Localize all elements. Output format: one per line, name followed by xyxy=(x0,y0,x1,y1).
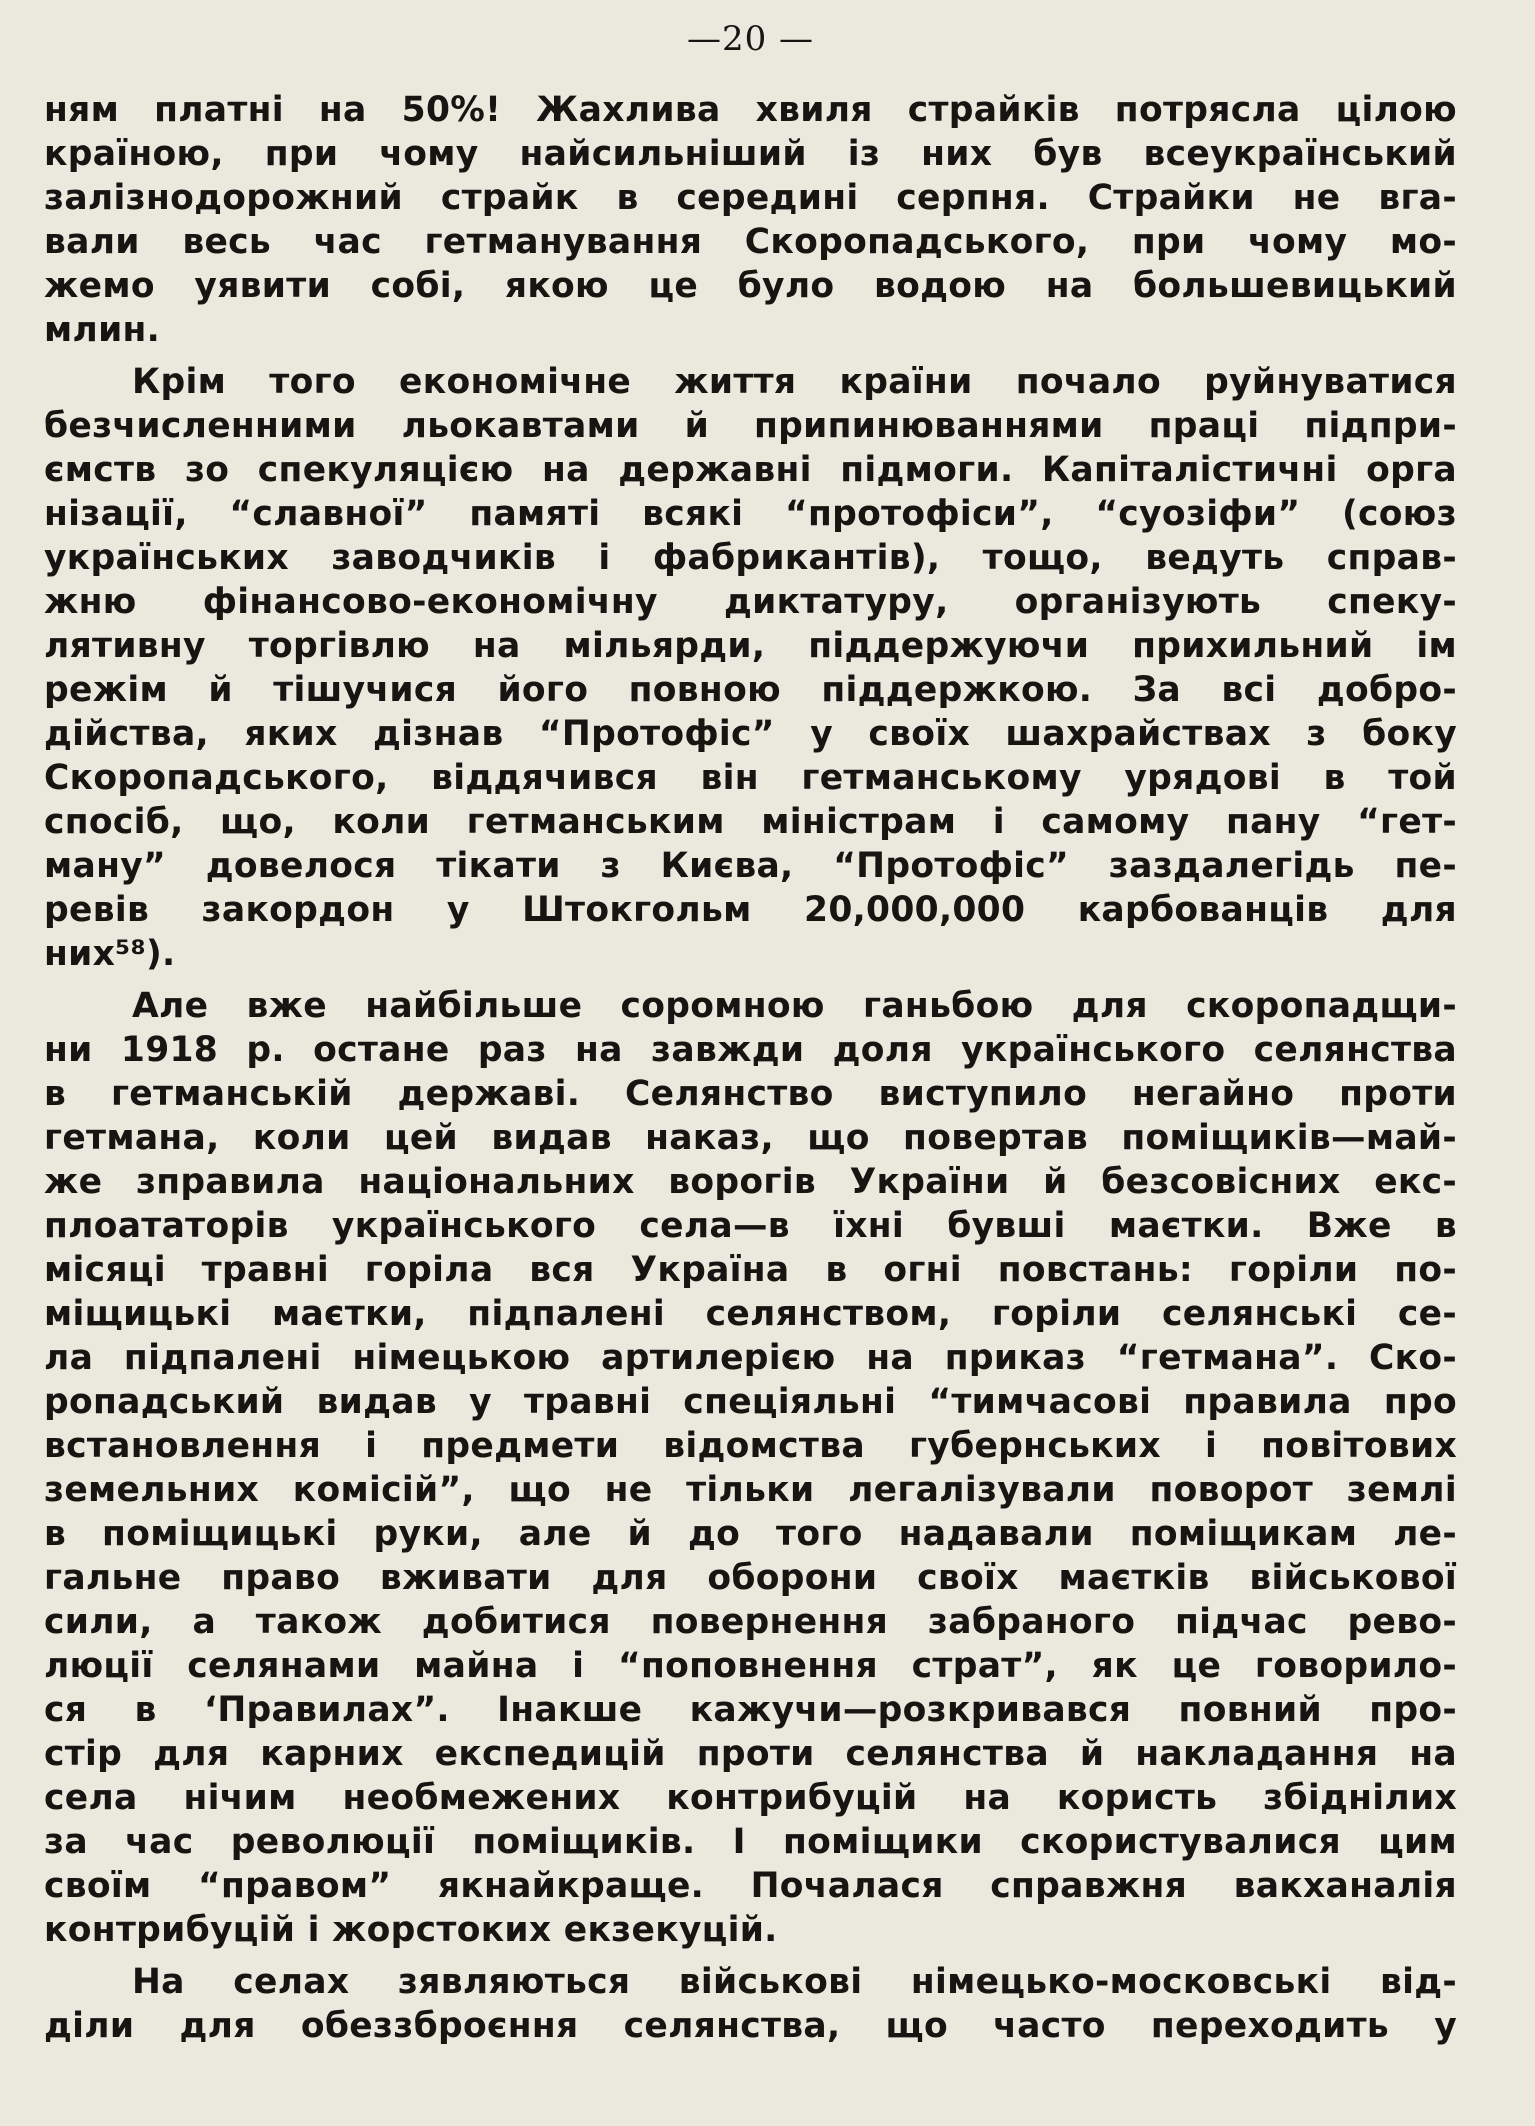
text-line: залізнодорожний страйк в середині серпня. Страйки не вга- xyxy=(44,178,1457,218)
text-line: ревів закордон у Штокгольм 20,000,000 карбованців для xyxy=(44,890,1457,930)
text-line: ману” довелося тікати з Києва, “Протофіс” заздалегідь пе- xyxy=(44,846,1457,886)
text-line: земельних комісій”, що не тільки легалізували поворот землі xyxy=(44,1470,1457,1510)
text-line: На селах зявляються військові німецько-московські від- xyxy=(132,1962,1457,2002)
text-line: вали весь час гетманування Скоропадського, при чому мо- xyxy=(44,222,1457,262)
page-number: —20 — xyxy=(686,19,815,59)
text-line: нізації, “славної” памяті всякі “протофіси”, “суозіфи” (союз xyxy=(44,494,1457,534)
text-line: спосіб, що, коли гетманським міністрам і самому пану “гет- xyxy=(44,802,1457,842)
text-line: Скоропадського, віддячився він гетманському урядові в той xyxy=(44,758,1457,798)
text-line: ємств зо спекуляцією на державні підмоги. Капіталістичні орга xyxy=(44,450,1457,490)
text-line: жемо уявити собі, якою це було водою на большевицький xyxy=(44,266,1457,306)
text-line: же зправила національних ворогів України й безсовісних екс- xyxy=(44,1162,1457,1202)
paragraph xyxy=(44,360,1457,976)
paragraph xyxy=(44,1960,1457,2048)
text-line: місяці травні горіла вся Україна в огні повстань: горіли по- xyxy=(44,1250,1457,1290)
text-line: своїм “правом” якнайкраще. Почалася справжня вакханалія xyxy=(44,1866,1457,1906)
text-line: стір для карних експедицій проти селянства й накладання на xyxy=(44,1734,1457,1774)
text-line: плоататорів українського села—в їхні бувші маєтки. Вже в xyxy=(44,1206,1457,1246)
text-line: ропадський видав у травні спеціяльні “тимчасові правила про xyxy=(44,1382,1457,1422)
text-line: ла підпалені німецькою артилерією на приказ “гетмана”. Ско- xyxy=(44,1338,1457,1378)
text-line: в гетманській державі. Селянство виступило негайно проти xyxy=(44,1074,1457,1114)
text-line: діли для обеззброєння селянства, що часто переходить у xyxy=(44,2006,1457,2046)
text-line: них⁵⁸). xyxy=(44,934,176,974)
text-line: млин. xyxy=(44,310,161,350)
text-line: Крім того економічне життя країни почало руйнуватися xyxy=(132,362,1457,402)
text-line: ням платні на 50%! Жахлива хвиля страйків потрясла цілою xyxy=(44,90,1457,130)
text-line: гетмана, коли цей видав наказ, що повертав поміщиків—май- xyxy=(44,1118,1457,1158)
text-line: за час революції поміщиків. І поміщики скористувалися цим xyxy=(44,1822,1457,1862)
text-line: ся в ‘Правилах”. Інакше кажучи—розкривався повний про- xyxy=(44,1690,1457,1730)
text-line: села нічим необмежених контрибуцій на користь збіднілих xyxy=(44,1778,1457,1818)
text-line: люції селянами майна і “поповнення страт”, як це говорило- xyxy=(44,1646,1457,1686)
text-line: встановлення і предмети відомства губернських і повітових xyxy=(44,1426,1457,1466)
text-line: в поміщицькі руки, але й до того надавали поміщикам ле- xyxy=(44,1514,1457,1554)
paragraph xyxy=(44,984,1457,1952)
text-line: безчисленними льокавтами й припинюваннями праці підпри- xyxy=(44,406,1457,446)
text-line: контрибуцій і жорстоких екзекуцій. xyxy=(44,1910,778,1950)
text-line: Але вже найбільше соромною ганьбою для скоропадщи- xyxy=(132,986,1457,1026)
text-line: жню фінансово-економічну диктатуру, організують спеку- xyxy=(44,582,1457,622)
text-line: українських заводчиків і фабрикантів), тощо, ведуть справ- xyxy=(44,538,1457,578)
body-text xyxy=(44,88,1457,2048)
text-line: режім й тішучися його повною піддержкою. За всі добро- xyxy=(44,670,1457,710)
text-line: лятивну торгівлю на мільярди, піддержуючи прихильний ім xyxy=(44,626,1457,666)
text-line: країною, при чому найсильніший із них був всеукраїнський xyxy=(44,134,1457,174)
text-line: ни 1918 р. остане раз на завжди доля українського селянства xyxy=(44,1030,1457,1070)
text-line: міщицькі маєтки, підпалені селянством, горіли селянські се- xyxy=(44,1294,1457,1334)
text-line: гальне право вживати для оборони своїх маєтків військової xyxy=(44,1558,1457,1598)
text-line: сили, а також добитися повернення забраного підчас рево- xyxy=(44,1602,1457,1642)
text-line: дійства, яких дізнав “Протофіс” у своїх шахрайствах з боку xyxy=(44,714,1457,754)
paragraph xyxy=(44,88,1457,352)
